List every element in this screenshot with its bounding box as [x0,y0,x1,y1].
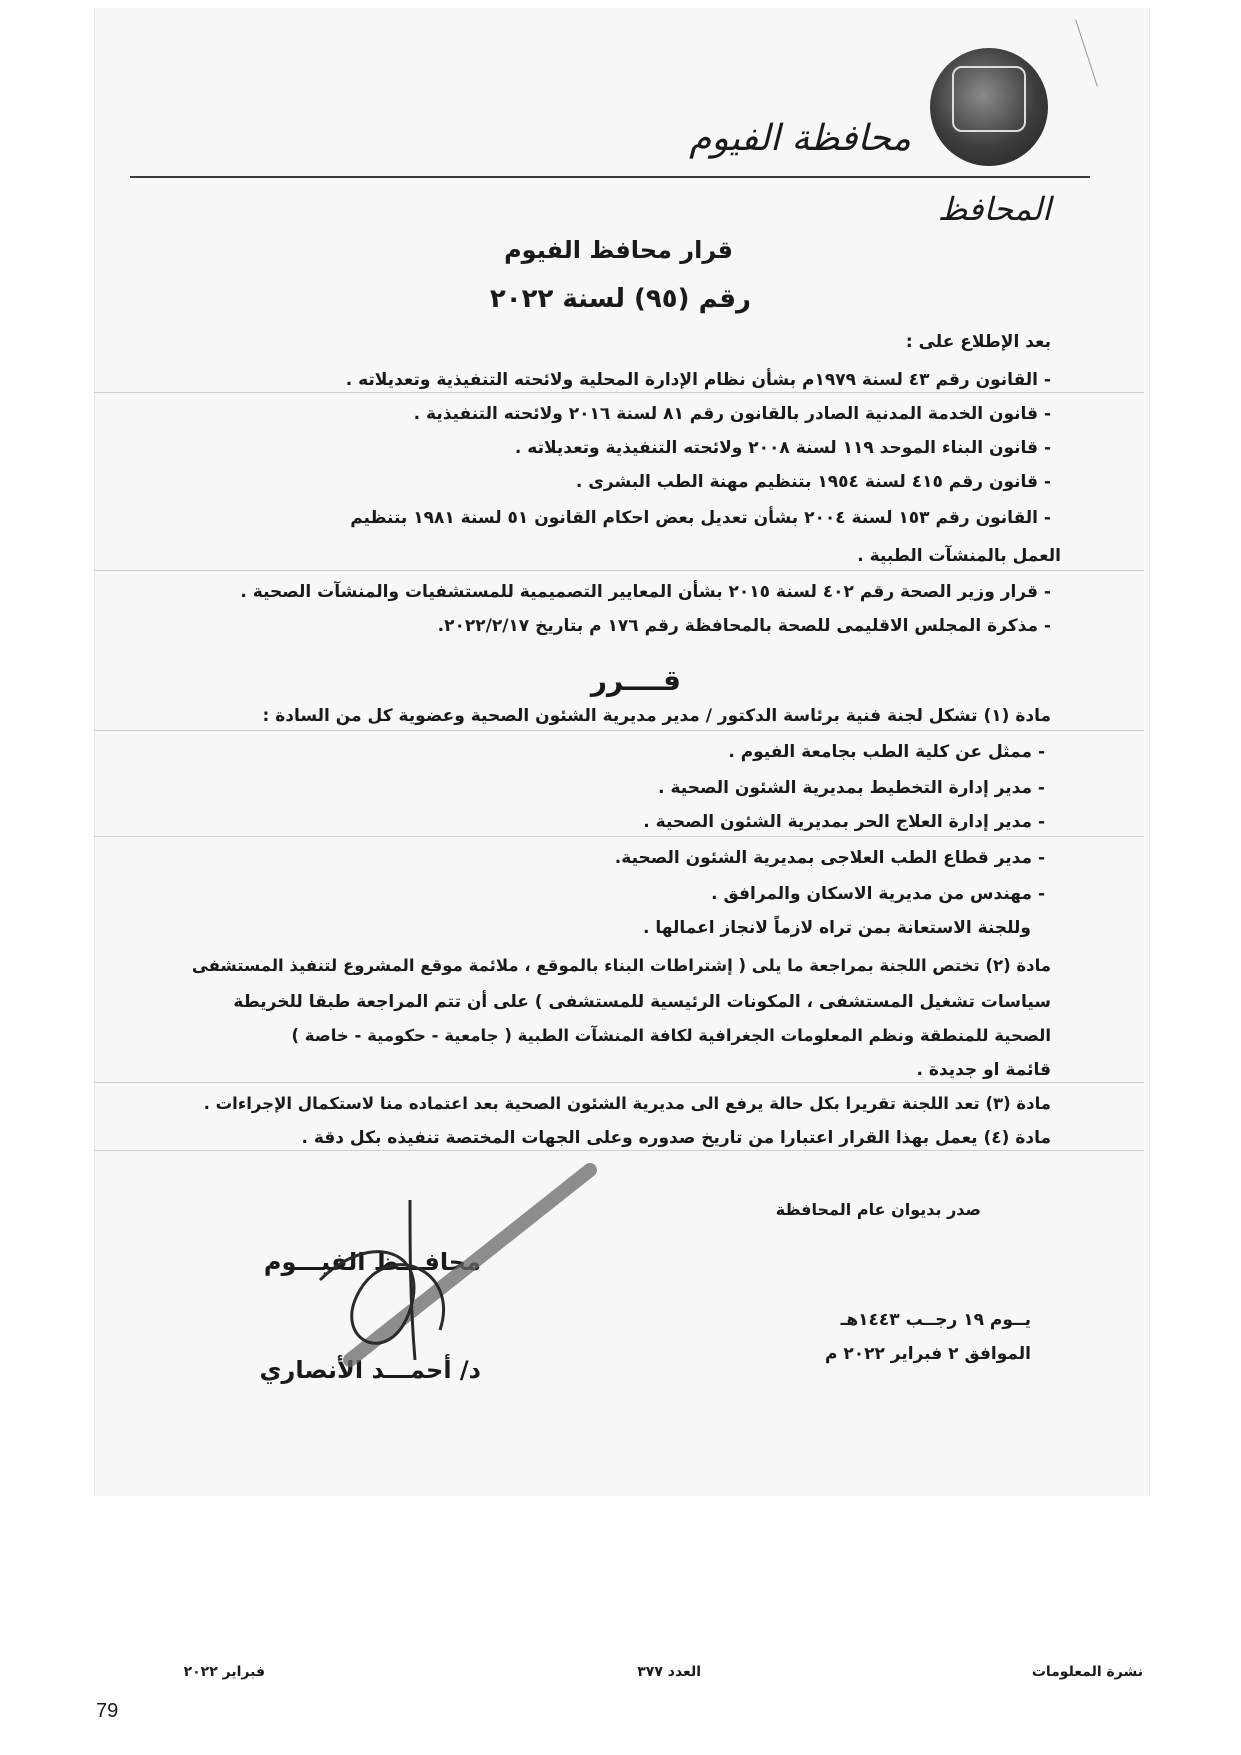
decree-heading: قرار محافظ الفيوم [504,236,733,264]
reference-5: - القانون رقم ١٥٣ لسنة ٢٠٠٤ بشأن تعديل بعض احكام القانون ٥١ لسنة ١٩٨١ بتنظيم [350,508,1051,528]
reference-3: - قانون البناء الموحد ١١٩ لسنة ٢٠٠٨ ولائحته التنفيذية وتعديلاته . [514,438,1051,458]
members-note: وللجنة الاستعانة بمن تراه لازماً لانجاز اعمالها . [642,918,1031,938]
governor-title: المحافظ [937,190,1051,228]
reference-7: - مذكرة المجلس الاقليمى للصحة بالمحافظة رقم ١٧٦ م بتاريخ ٢٠٢٢/٢/١٧. [437,616,1051,636]
reference-6: - قرار وزير الصحة رقم ٤٠٢ لسنة ٢٠١٥ بشأن المعايير التصميمية للمستشفيات والمنشآت الصحية . [240,582,1051,602]
article-2-line-2: سياسات تشغيل المستشفى ، المكونات الرئيسية للمستشفى ) على أن تتم المراجعة طبقا للخريطة [233,992,1051,1012]
member-1: - ممثل عن كلية الطب بجامعة الفيوم . [728,742,1045,762]
ruled-line [94,1082,1144,1083]
member-2: - مدير إدارة التخطيط بمديرية الشئون الصحية . [658,778,1045,798]
article-2-line-4: قائمة او جديدة . [916,1060,1051,1080]
article-2-line-3: الصحية للمنطقة ونظم المعلومات الجغرافية لكافة المنشآت الطبية ( جامعية - حكومية - خاصة ) [291,1026,1051,1045]
ruled-line [94,570,1144,571]
article-1: مادة (١) تشكل لجنة فنية برئاسة الدكتور / مدير مديرية الشئون الصحية وعضوية كل من السادة : [262,706,1051,726]
member-3: - مدير إدارة العلاج الحر بمديرية الشئون الصحية . [643,812,1045,832]
governorate-emblem [930,48,1048,166]
signature-scribble [290,1160,620,1380]
reference-4: - قانون رقم ٤١٥ لسنة ١٩٥٤ بتنظيم مهنة الطب البشرى . [575,472,1051,492]
signatory-title: محافـــظ الفيـــوم [263,1248,481,1276]
reference-1: - القانون رقم ٤٣ لسنة ١٩٧٩م بشأن نظام الإدارة المحلية ولائحته التنفيذية وتعديلاته . [345,370,1051,390]
footer-publication: نشرة المعلومات [1031,1664,1143,1680]
reference-5-continued: العمل بالمنشآت الطبية . [857,546,1061,566]
article-2-line-1: مادة (٢) تختص اللجنة بمراجعة ما يلى ( إشتراطات البناء بالموقع ، ملائمة موقع المشروع لتنفيذ المستشفى [191,956,1051,975]
ruled-line [94,730,1144,731]
article-4: مادة (٤) يعمل بهذا القرار اعتبارا من تاريخ صدوره وعلى الجهات المختصة تنفيذه بكل دقة . [301,1128,1051,1148]
date-gregorian: الموافق ٢ فبراير ٢٠٢٢ م [824,1344,1031,1364]
ruled-line [94,1150,1144,1151]
ruled-line [94,836,1144,837]
governorate-name: محافظة الفيوم [689,118,911,159]
article-3: مادة (٣) تعد اللجنة تقريرا بكل حالة يرفع الى مديرية الشئون الصحية بعد اعتماده منا لاستكمال الإجراءات . [203,1094,1051,1113]
signatory-name: د/ أحمـــد الأنصاري [259,1356,481,1384]
ruled-line [94,392,1144,393]
preamble: بعد الإطلاع على : [905,332,1051,352]
letterhead-rule [130,176,1090,178]
date-hijri: يــوم ١٩ رجــب ١٤٤٣هـ [840,1310,1031,1330]
emblem-shield-icon [952,66,1026,132]
decision-word: قــــرر [590,664,681,697]
footer-issue: العدد ٣٧٧ [637,1664,701,1680]
page-number: 79 [96,1700,119,1722]
decree-number: رقم (٩٥) لسنة ٢٠٢٢ [489,284,751,314]
reference-2: - قانون الخدمة المدنية الصادر بالقانون رقم ٨١ لسنة ٢٠١٦ ولائحته التنفيذية . [413,404,1051,424]
member-5: - مهندس من مديرية الاسكان والمرافق . [711,884,1045,904]
footer-date: فبراير ٢٠٢٢ [183,1664,265,1680]
member-4: - مدير قطاع الطب العلاجى بمديرية الشئون الصحية. [614,848,1045,868]
issued-at: صدر بديوان عام المحافظة [775,1200,981,1219]
